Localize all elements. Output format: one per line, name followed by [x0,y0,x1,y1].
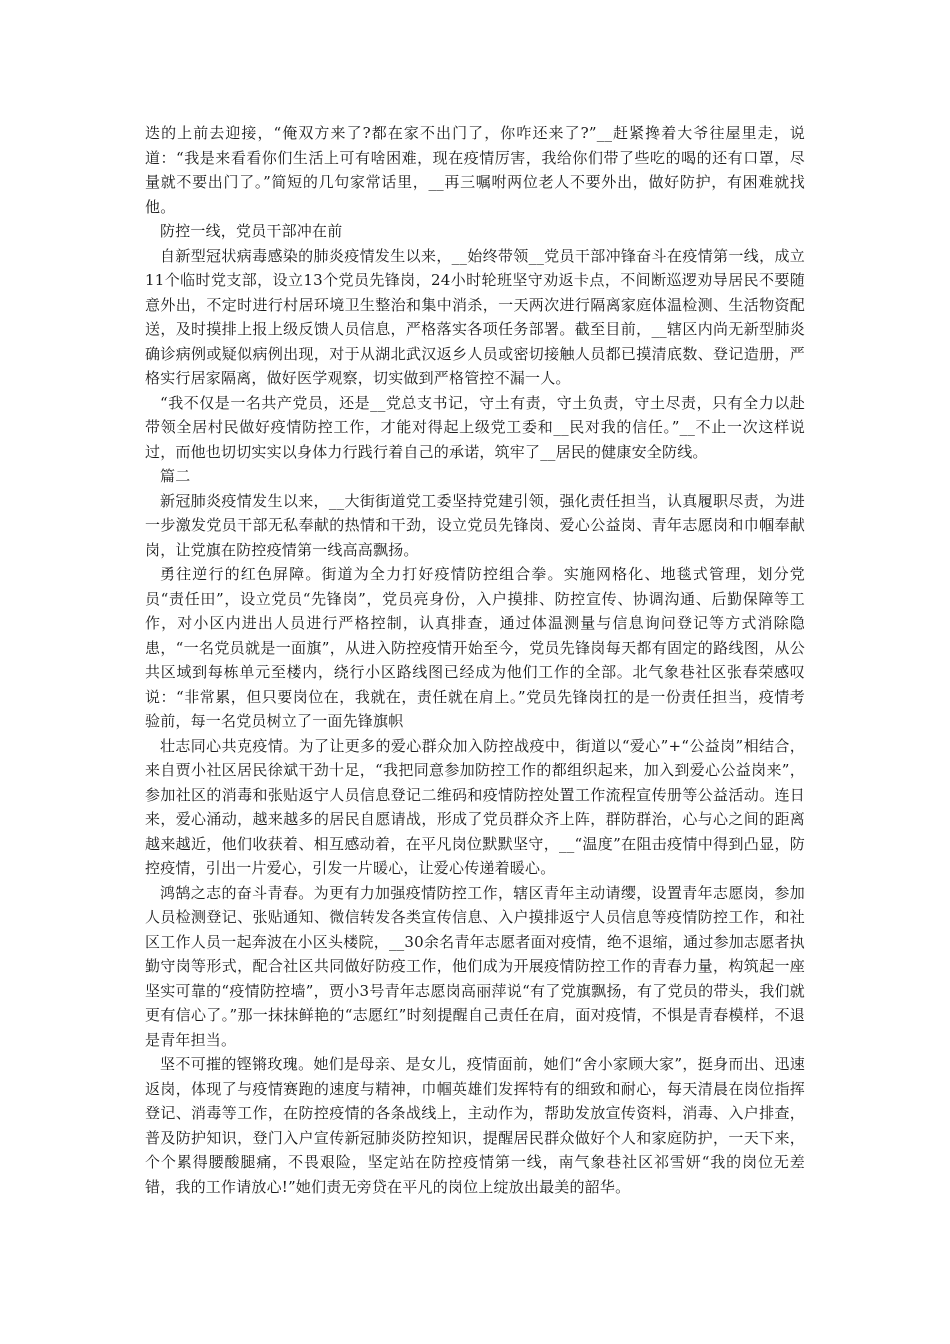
paragraph-1: 迭的上前去迎接，“俺双方来了?都在家不出门了，你咋还来了?”__赶紧搀着大爷往屋里走，说道：“我是来看看你们生活上可有啥困难，现在疫情厉害，我给你们带了些吃的喝的还有口罩，尽量就不要出门了。”简短的几句家常话里，__再三嘱咐两位老人不要外出，做好防护，有困难就找他。 [145,124,805,216]
section-heading-frontline: 防控一线，党员干部冲在前 [160,222,343,240]
section-heading-part-two: 篇二 [160,467,191,485]
document-page [145,121,805,1199]
paragraph-5: 勇往逆行的红色屏障。街道为全力打好疫情防控组合拳。实施网格化、地毯式管理，划分党员“责任田”，设立党员“先锋岗”，党员亮身份，入户摸排、防控宣传、协调沟通、后勤保障等工作，对小区内进出人员进行严格控制，认真排查，通过体温测量与信息询问登记等方式消除隐患，“一名党员就是一面旗”，从进入防控疫情开始至今，党员先锋岗每天都有固定的路线图，从公共区域到每栋单元至楼内，绕行小区路线图已经成为他们工作的全部。北气象巷社区张春荣感叹说：“非常累，但只要岗位在，我就在，责任就在肩上。”党员先锋岗扛的是一份责任担当，疫情考验前，每一名党员树立了一面先锋旗帜 [145,565,805,730]
paragraph-3: “我不仅是一名共产党员，还是__党总支书记，守土有责，守土负责，守土尽责，只有全力以赴带领全居村民做好疫情防控工作，才能对得起上级党工委和__民对我的信任。”__不止一次这样说过，而他也切切实实以身体力行践行着自己的承诺，筑牢了__居民的健康安全防线。 [145,393,805,461]
paragraph-8: 坚不可摧的铿锵玫瑰。她们是母亲、是女儿，疫情面前，她们“舍小家顾大家”，挺身而出、迅速返岗，体现了与疫情赛跑的速度与精神，巾帼英雄们发挥特有的细致和耐心，每天清晨在岗位指挥登记、消毒等工作，在防控疫情的各条战线上，主动作为，帮助发放宣传资料，消毒、入户排查，普及防护知识，登门入户宣传新冠肺炎防控知识，提醒居民群众做好个人和家庭防护，一天下来，个个累得腰酸腿痛，不畏艰险，坚定站在防控疫情第一线，南气象巷社区祁雪妍“我的岗位无差错，我的工作请放心!”她们责无旁贷在平凡的岗位上绽放出最美的韶华。 [145,1055,805,1196]
paragraph-2: 自新型冠状病毒感染的肺炎疫情发生以来，__始终带领__党员干部冲锋奋斗在疫情第一线，成立11个临时党支部，设立13个党员先锋岗，24小时轮班坚守劝返卡点，不间断巡逻劝导居民不要随意外出，不定时进行村居环境卫生整治和集中消杀，一天两次进行隔离家庭体温检测、生活物资配送，及时摸排上报上级反馈人员信息，严格落实各项任务部署。截至目前，__辖区内尚无新型肺炎确诊病例或疑似病例出现，对于从湖北武汉返乡人员或密切接触人员都已摸清底数、登记造册，严格实行居家隔离，做好医学观察，切实做到严格管控不漏一人。 [145,246,805,387]
paragraph-6: 壮志同心共克疫情。为了让更多的爱心群众加入防控战疫中，街道以“爱心”+“公益岗”相结合，来自贾小社区居民徐斌干劲十足，“我把同意参加防控工作的都组织起来，加入到爱心公益岗来”，参加社区的消毒和张贴返宁人员信息登记二维码和疫情防控处置工作流程宣传册等公益活动。连日来，爱心涌动，越来越多的居民自愿请战，形成了党员群众齐上阵，群防群治，心与心之间的距离越来越近，他们收获着、相互感动着，在平凡岗位默默坚守，__“温度”在阻击疫情中得到凸显，防控疫情，引出一片爱心，引发一片暖心，让爱心传递着暖心。 [145,736,805,877]
paragraph-4: 新冠肺炎疫情发生以来，__大街街道党工委坚持党建引领，强化责任担当，认真履职尽责，为进一步激发党员干部无私奉献的热情和干劲，设立党员先锋岗、爱心公益岗、青年志愿岗和巾帼奉献岗，让党旗在防控疫情第一线高高飘扬。 [145,491,805,559]
paragraph-7: 鸿鹄之志的奋斗青春。为更有力加强疫情防控工作，辖区青年主动请缨，设置青年志愿岗，参加人员检测登记、张贴通知、微信转发各类宣传信息、入户摸排返宁人员信息等疫情防控工作，和社区工作人员一起奔波在小区头楼院，__30余名青年志愿者面对疫情，绝不退缩，通过参加志愿者执勤守岗等形式，配合社区共同做好防疫工作，他们成为开展疫情防控工作的青春力量，构筑起一座坚实可靠的“疫情防控墙”，贾小3号青年志愿岗高丽萍说“有了党旗飘扬，有了党员的带头，我们就更有信心了。”那一抹抹鲜艳的“志愿红”时刻提醒自己责任在肩，面对疫情，不惧是青春模样，不退是青年担当。 [145,883,805,1049]
